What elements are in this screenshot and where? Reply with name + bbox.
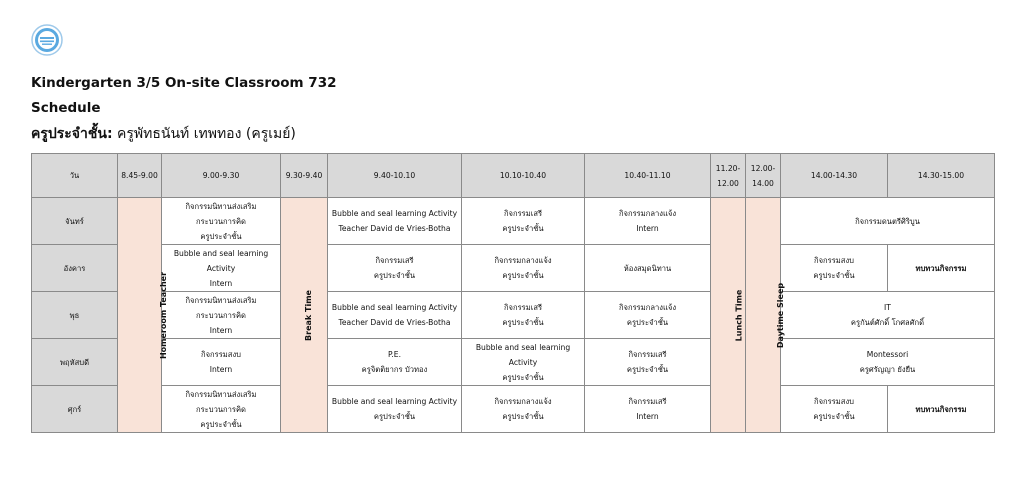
schedule-table (31, 153, 995, 433)
activity-cell: Bubble and seal learning Activity Intern (162, 245, 281, 292)
teacher-name: ครูพัทธนันท์ เทพทอง (ครูเมย์) (112, 126, 296, 142)
activity-cell: ทบทวนกิจกรรม (888, 386, 995, 433)
activity-cell: กิจกรรมนิทานส่งเสริม กระบวนการคิด Intern (162, 292, 281, 339)
activity-cell: P.E. ครูจิตติยากร บัวทอง (328, 339, 462, 386)
school-logo (31, 24, 63, 56)
header-time: 10.40-11.10 (585, 154, 711, 198)
class-title: Kindergarten 3/5 On-site Classroom 732 (31, 75, 337, 91)
activity-cell: Bubble and seal learning Activity ครูประจำชั้น (462, 339, 585, 386)
activity-cell: กิจกรรมสงบ ครูประจำชั้น (781, 386, 888, 433)
activity-cell: Bubble and seal learning Activity ครูประจำชั้น (328, 386, 462, 433)
day-cell: พฤหัสบดี (32, 339, 118, 386)
activity-cell: กิจกรรมดนตรีศิริบูน (781, 198, 995, 245)
activity-cell: Bubble and seal learning Activity Teacher David de Vries-Botha (328, 292, 462, 339)
teacher-label: ครูประจำชั้น: (31, 126, 113, 142)
homeroom-teacher-line (31, 123, 296, 145)
header-time-lunch: 11.20- 12.00 (711, 154, 746, 198)
activity-cell: กิจกรรมสงบ ครูประจำชั้น (781, 245, 888, 292)
activity-cell: กิจกรรมเสรี ครูประจำชั้น (328, 245, 462, 292)
header-day: วัน (32, 154, 118, 198)
header-time: 8.45-9.00 (118, 154, 162, 198)
day-cell: จันทร์ (32, 198, 118, 245)
table-row (32, 245, 995, 292)
header-time-sleep: 12.00- 14.00 (746, 154, 781, 198)
activity-cell: กิจกรรมนิทานส่งเสริม กระบวนการคิด ครูประจำชั้น (162, 386, 281, 433)
activity-cell: กิจกรรมกลางแจ้ง ครูประจำชั้น (462, 245, 585, 292)
activity-cell: กิจกรรมเสรี ครูประจำชั้น (462, 292, 585, 339)
activity-cell: กิจกรรมกลางแจ้ง ครูประจำชั้น (462, 386, 585, 433)
break-cell: Break Time (281, 198, 328, 433)
table-row (32, 292, 995, 339)
activity-cell: กิจกรรมนิทานส่งเสริม กระบวนการคิด ครูประจำชั้น (162, 198, 281, 245)
activity-cell: กิจกรรมเสรี ครูประจำชั้น (462, 198, 585, 245)
header-time: 14.00-14.30 (781, 154, 888, 198)
day-cell: พุธ (32, 292, 118, 339)
day-cell: อังคาร (32, 245, 118, 292)
activity-cell: IT ครูกันต์ศักดิ์ โกศลศักดิ์ (781, 292, 995, 339)
lunch-cell: Lunch Time (711, 198, 746, 433)
header-time: 14.30-15.00 (888, 154, 995, 198)
activity-cell: กิจกรรมสงบ Intern (162, 339, 281, 386)
activity-cell: กิจกรรมกลางแจ้ง Intern (585, 198, 711, 245)
sleep-cell: Daytime Sleep (746, 198, 781, 433)
activity-cell: ทบทวนกิจกรรม (888, 245, 995, 292)
header-time: 10.10-10.40 (462, 154, 585, 198)
table-row (32, 386, 995, 433)
activity-cell: กิจกรรมเสรี ครูประจำชั้น (585, 339, 711, 386)
activity-cell: Montessori ครูศรัญญา ยังยืน (781, 339, 995, 386)
table-row (32, 198, 995, 245)
header-time: 9.30-9.40 (281, 154, 328, 198)
header-time: 9.40-10.10 (328, 154, 462, 198)
activity-cell: กิจกรรมกลางแจ้ง ครูประจำชั้น (585, 292, 711, 339)
activity-cell: กิจกรรมเสรี Intern (585, 386, 711, 433)
schedule-title: Schedule (31, 100, 101, 116)
header-row (32, 154, 995, 198)
homeroom-cell: Homeroom Teacher (118, 198, 162, 433)
activity-cell: ห้องสมุดนิทาน (585, 245, 711, 292)
activity-cell: Bubble and seal learning Activity Teacher David de Vries-Botha (328, 198, 462, 245)
table-row (32, 339, 995, 386)
day-cell: ศุกร์ (32, 386, 118, 433)
header-time: 9.00-9.30 (162, 154, 281, 198)
